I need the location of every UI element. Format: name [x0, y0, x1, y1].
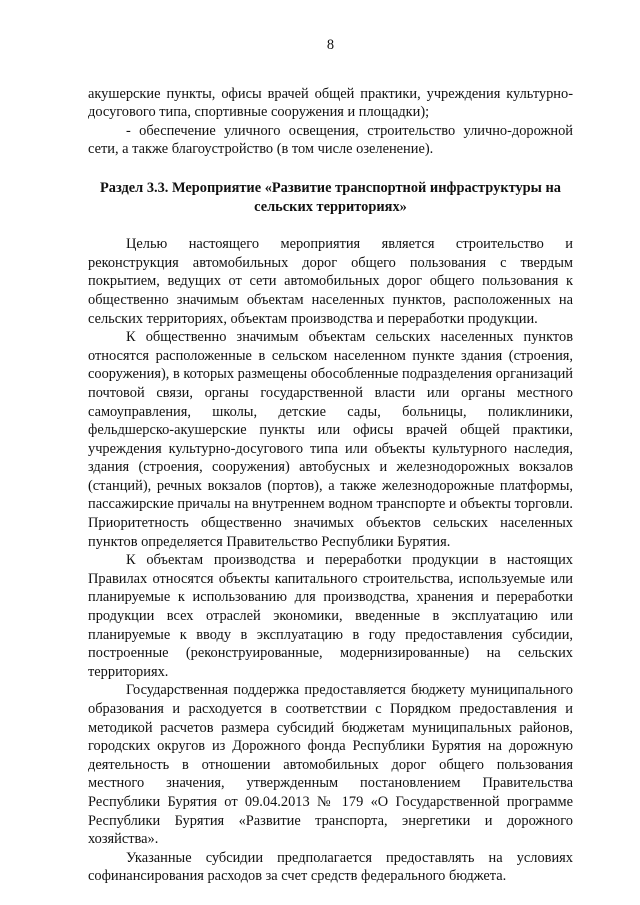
paragraph-1: Целью настоящего мероприятия является строительство и реконструкция автомобильных дорог общего пользования с твердым покрытием, ведущих от сети автомобильных дорог общего пользования к общественно значимым объектам населенных пунктов, расположенных на сельских территориях, объектам производства и переработки продукции. — [88, 236, 573, 327]
paragraph-4: Государственная поддержка предоставляется бюджету муниципального образования и расходуется в соответствии с Порядком предоставления и методикой расчетов размера субсидий бюджетам муниципальных районов, городских округов из Дорожного фонда Республики Бурятия на дорожную деятельность в отношении автомобильных дорог общего пользования местного значения, утвержденным постановлением Правительства Республики Бурятия от 09.04.2013 № 179 «О Государственной программе Республики Бурятия «Развитие транспорта, энергетики и дорожного хозяйства». — [88, 682, 573, 848]
section-heading: Раздел 3.3. Мероприятие «Развитие транспортной инфраструктуры на сельских территориях» — [99, 179, 562, 215]
paragraph-5: Указанные субсидии предполагается предоставлять на условиях софинансирования расходов за счет средств федерального бюджета. — [88, 849, 573, 885]
page-number: 8 — [326, 37, 335, 53]
intro-line-2: - обеспечение уличного освещения, строительство улично-дорожной сети, а также благоустройство (в том числе озеленение). — [88, 122, 573, 158]
intro-line-1: акушерские пункты, офисы врачей общей практики, учреждения культурно-досугового типа, спортивные сооружения и площадки); — [88, 85, 573, 121]
paragraph-3: К объектам производства и переработки продукции в настоящих Правилах относятся объекты капитального строительства, используемые или планируемые к использованию для производства, хранения и переработки продукции всех отраслей экономики, введенные в эксплуатацию или планируемые к вводу в эксплуатацию в году предоставления субсидии, построенные (реконструированные, модернизированные) на сельских территориях. — [88, 552, 573, 680]
paragraph-2: К общественно значимым объектам сельских населенных пунктов относятся расположенные в сельском населенном пункте здания (строения, сооружения), в которых размещены обособленные подразделения организаций почтовой связи, органы государственной власти или органы местного самоуправления, школы, детские сады, больницы, поликлиники, фельдшерско-акушерские пункты или офисы врачей общей практики, учреждения культурно-досугового типа или объекты культурного наследия, здания (строения, сооружения) автобусных и железнодорожных вокзалов (станций), речных вокзалов (портов), а также железнодорожные платформы, пассажирские причалы на внутреннем водном транспорте и объекты торговли. Приоритетность общественно значимых объектов сельских населенных пунктов определяется Правительство Республики Бурятия. — [88, 329, 573, 550]
